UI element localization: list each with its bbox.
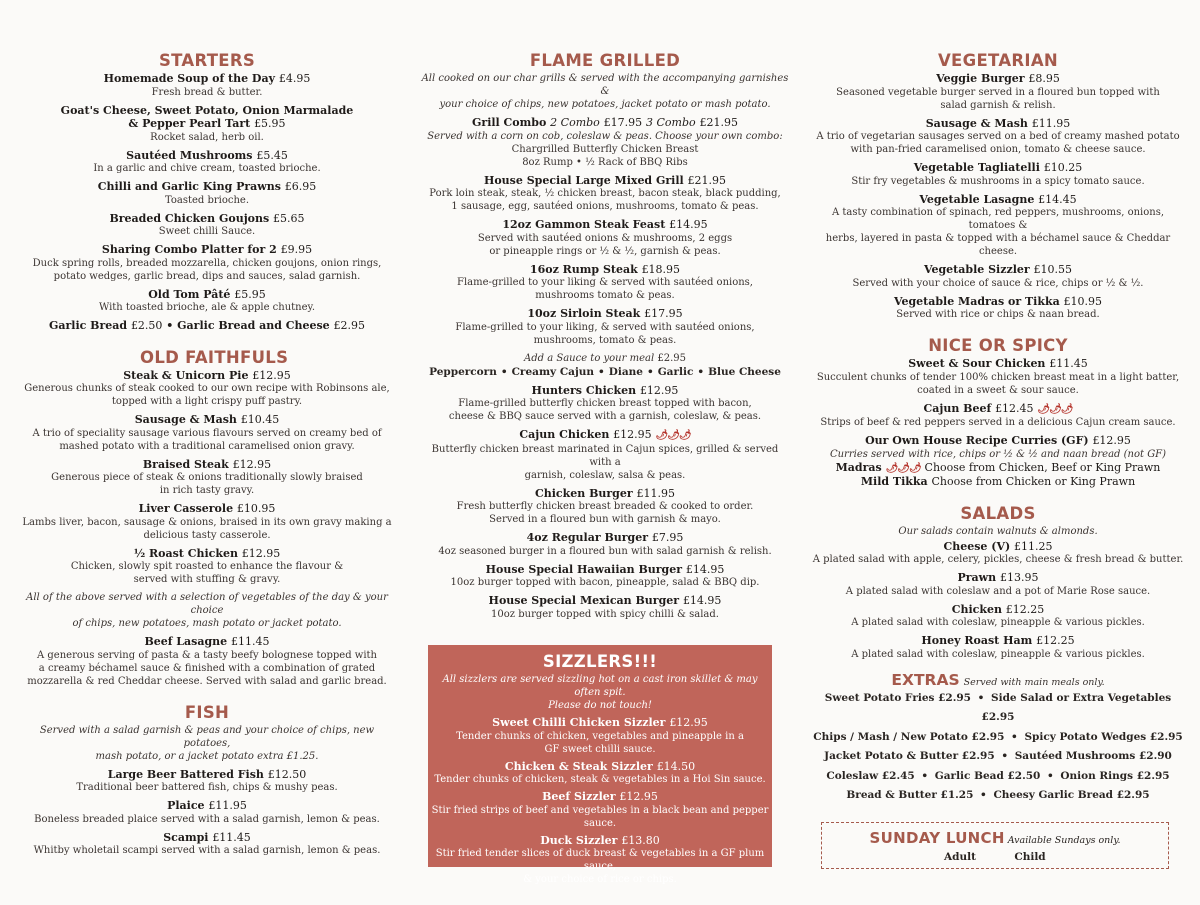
- item-name: Garlic Bread and Cheese: [177, 319, 330, 332]
- sizzlers-intro: [428, 673, 772, 712]
- item-desc: Flame-grilled butterfly chicken breast topped with bacon,: [458, 398, 752, 409]
- item-name: Sautéed Mushrooms: [126, 148, 253, 162]
- item-price: £10.45: [240, 413, 280, 426]
- item-name: Duck Sizzler: [540, 833, 618, 847]
- intro-line: your choice of chips, new potatoes, jacket potato or mash potato.: [439, 99, 771, 110]
- sauce-option: Blue Cheese: [708, 365, 781, 378]
- menu-item: [428, 834, 772, 887]
- item-desc: mozzarella & red Cheddar cheese. Served with salad and garlic bread.: [27, 675, 387, 687]
- menu-item: [420, 531, 790, 558]
- extras-sub: Served with main meals only.: [963, 676, 1105, 688]
- item-desc: Stir fried tender slices of duck breast & vegetables in a GF plum sauce,: [435, 848, 765, 872]
- item-desc: 10oz burger topped with bacon, pineapple, salad & BBQ dip.: [450, 577, 760, 588]
- child-label: Child: [1014, 851, 1046, 863]
- item-price: £12.25: [1036, 634, 1075, 647]
- item-name: Our Own House Recipe Curries (GF): [865, 434, 1089, 447]
- item-name: Scampi: [163, 830, 209, 844]
- item-desc: delicious tasty casserole.: [143, 529, 271, 541]
- item-price: £14.50: [656, 759, 696, 773]
- item-price: £10.95: [236, 502, 276, 515]
- item-price: £18.95: [641, 262, 681, 276]
- item-desc: Served with your choice of sauce & rice, chips or ½ & ½.: [852, 277, 1144, 289]
- item-desc: Strips of beef & red peppers served in a delicious Cajun cream sauce.: [820, 417, 1176, 428]
- item-name: Goat's Cheese, Sweet Potato, Onion Marmalade: [60, 103, 354, 117]
- menu-item: [420, 428, 790, 482]
- menu-item: [420, 563, 790, 590]
- old-faithfuls-list: [22, 369, 392, 688]
- extra-price: £2.95: [981, 711, 1015, 723]
- menu-item: [22, 547, 392, 587]
- item-desc: Stir fry vegetables & mushrooms in a spicy tomato sauce.: [851, 175, 1145, 187]
- old-faithfuls-note: [22, 591, 392, 630]
- extras-block: [812, 671, 1184, 806]
- sauce-option: Peppercorn: [429, 365, 497, 378]
- item-name: Large Beer Battered Fish: [107, 767, 264, 781]
- bullet-separator: •: [166, 319, 174, 332]
- item-price: £11.95: [208, 799, 247, 812]
- item-price: £14.95: [685, 562, 725, 576]
- item-desc: Served with sautéed onions & mushrooms, 2 eggs: [477, 232, 733, 244]
- grill-combo: [420, 116, 790, 169]
- flame-grilled-heading: FLAME GRILLED: [529, 51, 681, 70]
- item-name: Vegetable Madras or Tikka: [893, 294, 1060, 308]
- item-desc: A generous serving of pasta & a tasty beefy bolognese topped with: [36, 649, 377, 661]
- item-name: House Special Large Mixed Grill: [483, 173, 684, 187]
- item-name: Plaice: [167, 799, 205, 812]
- menu-item: [22, 458, 392, 498]
- item-name: House Special Mexican Burger: [488, 594, 680, 607]
- item-name: Steak & Unicorn Pie: [123, 368, 249, 382]
- extra-name: Spicy Potato Wedges: [1024, 730, 1147, 743]
- sunday-lunch-sub: Available Sundays only.: [1007, 835, 1121, 846]
- item-desc: & your choice of rice or chips.: [523, 874, 677, 885]
- flame-grilled-list: [420, 174, 790, 347]
- menu-item: [812, 540, 1184, 567]
- extra-name: Garlic Bead: [934, 769, 1004, 782]
- item-name: Sausage & Mash: [134, 413, 237, 426]
- item-name: Vegetable Tagliatelli: [913, 161, 1040, 174]
- item-price: £12.95: [613, 428, 652, 441]
- item-price: £12.95: [619, 790, 658, 803]
- item-desc: Pork loin steak, steak, ½ chicken breast, bacon steak, black pudding,: [429, 188, 781, 199]
- extra-name: Cheesy Garlic Bread: [993, 789, 1114, 801]
- item-desc: Boneless breaded plaice served with a salad garnish, lemon & peas.: [34, 813, 380, 825]
- item-desc: 8oz Rump • ½ Rack of BBQ Ribs: [522, 156, 688, 168]
- extra-price: £2.95: [971, 730, 1005, 743]
- menu-item: [22, 243, 392, 283]
- column-middle: [420, 50, 790, 621]
- curries-note: Curries served with rice, chips or ½ & ½ and naan bread (not GF): [829, 448, 1167, 460]
- item-desc: Choose from Chicken or King Prawn: [931, 475, 1136, 488]
- garlic-bread-line: [22, 319, 392, 333]
- column-right: [812, 50, 1184, 806]
- item-desc: A tasty combination of spinach, red peppers, mushrooms, onions, tomatoes &: [831, 207, 1165, 231]
- chilli-icon: 🌶🌶🌶: [655, 430, 691, 441]
- item-price: £11.45: [231, 635, 270, 648]
- item-name: 16oz Rump Steak: [529, 262, 638, 276]
- extra-name: Sweet Potato Fries: [824, 691, 935, 704]
- menu-item: [420, 218, 790, 258]
- item-desc: Chargrilled Butterfly Chicken Breast: [511, 143, 699, 155]
- item-name: Beef Lasagne: [144, 635, 228, 648]
- item-price: £4.95: [278, 72, 311, 85]
- item-desc: Fresh butterfly chicken breast breaded & cooked to order.: [456, 501, 754, 512]
- item-name: Hunters Chicken: [531, 383, 637, 397]
- item-name: Vegetable Lasagne: [919, 192, 1035, 206]
- intro-line: All cooked on our char grills & served with the accompanying garnishes &: [421, 73, 789, 97]
- chilli-icon: 🌶🌶🌶: [1037, 403, 1073, 415]
- item-name: Breaded Chicken Goujons: [109, 211, 270, 225]
- extra-name: Sautéed Mushrooms: [1014, 750, 1136, 762]
- menu-item: [812, 357, 1184, 397]
- item-name: Sausage & Mash: [925, 116, 1028, 130]
- note-line: All of the above served with a selection of vegetables of the day & your choice: [26, 592, 388, 616]
- item-price: £12.95: [639, 383, 679, 397]
- item-desc: Served in a floured bun with garnish & mayo.: [489, 514, 721, 525]
- menu-item: [428, 716, 772, 756]
- item-desc: 1 sausage, egg, sautéed onions, mushrooms, tomato & peas.: [451, 201, 759, 212]
- item-desc: Flame-grilled to your liking, & served with sautéed onions,: [455, 321, 755, 333]
- flame-grilled-list-2: [420, 384, 790, 621]
- item-desc: garnish, coleslaw, salsa & peas.: [524, 469, 686, 481]
- item-price: £12.25: [1005, 602, 1045, 616]
- item-desc: Toasted brioche.: [164, 194, 250, 206]
- sauce-option: Diane: [608, 365, 643, 378]
- item-name: Cajun Beef: [923, 401, 992, 415]
- curries-block: [812, 434, 1184, 489]
- menu-item: [420, 594, 790, 621]
- item-price: £17.95: [603, 116, 643, 129]
- item-desc: mashed potato with a traditional caramelised onion gravy.: [59, 440, 355, 452]
- item-desc: salad garnish & relish.: [940, 99, 1056, 111]
- menu-item: [22, 831, 392, 858]
- item-desc: a creamy béchamel sauce & finished with a combination of grated: [38, 662, 376, 674]
- item-price: £10.25: [1043, 161, 1083, 174]
- combo-option: 2 Combo: [550, 116, 600, 129]
- combo-note: Served with a corn on cob, coleslaw & peas. Choose your own combo:: [427, 130, 783, 142]
- extra-name: Bread & Butter: [846, 789, 937, 801]
- item-desc: herbs, layered in pasta & topped with a béchamel sauce & Cheddar cheese.: [825, 233, 1171, 257]
- item-name: Sharing Combo Platter for 2: [101, 243, 277, 256]
- item-price: £2.50: [130, 319, 163, 332]
- salads-intro: Our salads contain walnuts & almonds.: [898, 525, 1098, 537]
- item-name: Madras: [835, 460, 882, 474]
- column-left: [22, 50, 392, 857]
- extra-price: £2.95: [1136, 769, 1170, 782]
- item-price: £21.95: [699, 116, 738, 129]
- menu-item: [22, 180, 392, 207]
- item-desc: Tender chunks of chicken, steak & vegetables in a Hoi Sin sauce.: [434, 774, 766, 785]
- menu-item: [22, 768, 392, 795]
- item-desc: In a garlic and chive cream, toasted brioche.: [93, 163, 321, 174]
- item-desc: Duck spring rolls, breaded mozzarella, chicken goujons, onion rings,: [32, 257, 382, 269]
- item-price: £11.25: [1014, 539, 1053, 553]
- item-desc: A trio of vegetarian sausages served on a bed of creamy mashed potato: [816, 131, 1180, 142]
- fish-heading: FISH: [184, 702, 230, 722]
- menu-item: [22, 635, 392, 688]
- adult-label: Adult: [944, 851, 976, 863]
- item-name: Grill Combo: [472, 116, 547, 129]
- item-name: Chicken Burger: [535, 486, 633, 500]
- item-price: £11.45: [212, 830, 251, 844]
- item-desc: Sweet chilli Sauce.: [158, 226, 256, 237]
- item-price: £6.95: [284, 180, 317, 193]
- item-desc: Whitby wholetail scampi served with a salad garnish, lemon & peas.: [33, 845, 381, 856]
- combo-option: 3 Combo: [646, 116, 696, 129]
- item-price: £14.95: [669, 218, 708, 231]
- menu-item: [812, 117, 1184, 157]
- flame-grilled-intro: [420, 72, 790, 111]
- item-price: £10.95: [1063, 294, 1103, 308]
- sunday-lunch-heading: SUNDAY LUNCH: [869, 829, 1005, 847]
- extra-name: Chips / Mash / New Potato: [813, 730, 968, 743]
- menu-item: [22, 212, 392, 239]
- item-name: Braised Steak: [142, 457, 229, 471]
- item-price: £7.95: [651, 531, 684, 544]
- item-name: ½ Roast Chicken: [133, 546, 238, 560]
- item-name: Cheese (V): [943, 539, 1011, 553]
- salads-heading: SALADS: [960, 503, 1036, 523]
- item-desc: coated in a sweet & sour sauce.: [917, 384, 1079, 396]
- vegetarian-heading: VEGETARIAN: [937, 51, 1059, 70]
- item-price: £12.50: [267, 767, 307, 781]
- item-name: 10oz Sirloin Steak: [527, 307, 641, 320]
- sunday-lunch-columns: [822, 851, 1168, 863]
- item-desc: with pan-fried caramelised onion, tomato & cheese sauce.: [850, 144, 1146, 155]
- item-desc: A plated salad with coleslaw, pineapple & various pickles.: [851, 648, 1145, 660]
- menu-item: [812, 193, 1184, 259]
- item-desc: Choose from Chicken, Beef or King Prawn: [924, 460, 1161, 474]
- item-name: House Special Hawaiian Burger: [485, 562, 683, 576]
- extra-name: Side Salad or Extra Vegetables: [991, 691, 1172, 704]
- item-desc: Generous chunks of steak cooked to our own recipe with Robinsons ale,: [24, 383, 390, 394]
- item-desc: 10oz burger topped with spicy chilli & salad.: [491, 608, 719, 620]
- menu-item: [420, 487, 790, 527]
- extra-price: £2.95: [961, 750, 995, 762]
- item-desc: Stir fried strips of beef and vegetables in a black bean and pepper sauce.: [431, 804, 769, 829]
- item-desc: Traditional beer battered fish, chips & mushy peas.: [76, 782, 338, 793]
- item-name: 4oz Regular Burger: [526, 531, 649, 544]
- item-desc: Butterfly chicken breast marinated in Cajun spices, grilled & served with a: [431, 443, 779, 468]
- item-desc: Chicken, slowly spit roasted to enhance the flavour &: [70, 561, 344, 572]
- item-name: Veggie Burger: [936, 72, 1025, 85]
- fish-intro: [22, 724, 392, 763]
- item-name: Homemade Soup of the Day: [103, 72, 275, 85]
- item-name: Liver Casserole: [138, 502, 234, 515]
- item-desc: Served with rice or chips & naan bread.: [896, 309, 1100, 320]
- sauce-option: Creamy Cajun: [511, 365, 595, 378]
- menu-item: [812, 571, 1184, 598]
- nice-or-spicy-heading: NICE OR SPICY: [928, 336, 1068, 355]
- starters-heading: STARTERS: [158, 51, 256, 70]
- item-price: £9.95: [280, 243, 313, 256]
- item-price: £11.95: [1031, 116, 1071, 130]
- item-price: £13.80: [621, 833, 660, 847]
- item-desc: Seasoned vegetable burger served in a floured bun topped with: [836, 86, 1160, 98]
- item-name: Vegetable Sizzler: [923, 263, 1030, 276]
- menu-item: [428, 760, 772, 787]
- fish-list: [22, 768, 392, 858]
- item-price: £2.95: [333, 319, 366, 332]
- item-price: £14.45: [1038, 192, 1077, 206]
- item-price: £12.95: [241, 546, 281, 560]
- extra-name: Onion Rings: [1060, 769, 1134, 782]
- item-price: £17.95: [644, 307, 683, 320]
- item-price: £8.95: [1028, 72, 1060, 85]
- item-desc: A trio of speciality sausage various flavours served on creamy bed of: [32, 427, 382, 439]
- item-price: £12.95: [1092, 434, 1131, 447]
- extra-price: £2.95: [1149, 730, 1183, 743]
- menu-item: [812, 603, 1184, 630]
- item-desc: or pineapple rings or ½ & ½, garnish & peas.: [489, 245, 721, 257]
- menu-item: [812, 402, 1184, 430]
- sizzlers-heading: SIZZLERS!!!: [542, 652, 658, 671]
- item-desc: 4oz seasoned burger in a floured bun with salad garnish & relish.: [438, 545, 772, 557]
- item-desc: served with stuffing & gravy.: [133, 574, 281, 585]
- menu-item: [420, 174, 790, 214]
- chilli-icon: 🌶🌶🌶: [885, 462, 921, 474]
- item-price: £5.95: [254, 117, 286, 130]
- item-desc: With toasted brioche, ale & apple chutney.: [98, 302, 316, 313]
- item-desc: GF sweet chilli sauce.: [544, 743, 656, 755]
- item-name: Chicken & Steak Sizzler: [504, 759, 653, 773]
- item-name: Chicken: [951, 602, 1002, 616]
- item-desc: A plated salad with coleslaw, pineapple & various pickles.: [851, 617, 1145, 628]
- item-price: £12.95: [232, 457, 272, 471]
- extras-line: Chips / Mash / New Potato £2.95 • Spicy Potato Wedges £2.95: [813, 730, 1183, 743]
- extra-price: £2.90: [1138, 750, 1172, 762]
- item-desc: A plated salad with coleslaw and a pot of Marie Rose sauce.: [845, 585, 1151, 597]
- item-price: £12.95: [252, 368, 291, 382]
- intro-line: Served with a salad garnish & peas and your choice of chips, new potatoes,: [39, 724, 375, 749]
- item-price: £14.95: [682, 594, 722, 607]
- item-price: £13.95: [1000, 571, 1039, 584]
- extras-title: EXTRAS: [891, 670, 960, 689]
- item-desc: Flame-grilled to your liking & served with sautéed onions,: [457, 277, 753, 288]
- extra-price: £2.50: [1007, 769, 1041, 782]
- item-name: Beef Sizzler: [542, 790, 616, 803]
- item-price: £11.95: [636, 486, 675, 500]
- item-desc: Generous piece of steak & onions traditionally slowly braised: [51, 472, 363, 483]
- item-desc: Succulent chunks of tender 100% chicken breast meat in a light batter,: [816, 371, 1180, 383]
- item-desc: Rocket salad, herb oil.: [150, 131, 264, 143]
- item-name: Mild Tikka: [860, 475, 928, 488]
- vegetarian-list: [812, 72, 1184, 321]
- menu-item: [22, 799, 392, 826]
- extra-name: Jacket Potato & Butter: [824, 750, 959, 762]
- item-price: £21.95: [687, 173, 727, 187]
- extras-line: Coleslaw £2.45 • Garlic Bead £2.50 • Onion Rings £2.95: [826, 769, 1170, 782]
- extras-line: Bread & Butter £1.25 • Cheesy Garlic Bread £2.95: [846, 789, 1150, 801]
- item-name: Cajun Chicken: [519, 428, 610, 441]
- item-name: Chilli and Garlic King Prawns: [97, 180, 281, 193]
- old-faithfuls-heading: OLD FAITHFULS: [140, 347, 289, 367]
- menu-item: [812, 72, 1184, 112]
- intro-line: mash potato, or a jacket potato extra £1.25.: [95, 750, 319, 762]
- item-price: £5.65: [273, 211, 305, 225]
- menu-item: [22, 502, 392, 542]
- item-name: Sweet Chilli Chicken Sizzler: [492, 716, 666, 729]
- extras-line: Sweet Potato Fries £2.95 • Side Salad or Extra Vegetables £2.95: [824, 691, 1172, 723]
- item-name: Sweet & Sour Chicken: [908, 357, 1046, 370]
- menu-item: [420, 307, 790, 347]
- menu-item: [428, 790, 772, 830]
- menu-item: [812, 295, 1184, 322]
- item-name: Garlic Bread: [48, 319, 128, 332]
- item-desc: in rich tasty gravy.: [159, 485, 255, 496]
- item-price: £12.45: [995, 401, 1034, 415]
- menu-item: [22, 149, 392, 176]
- item-desc: cheese & BBQ sauce served with a garnish, coleslaw, & peas.: [448, 411, 762, 422]
- extra-price: £2.95: [938, 691, 971, 704]
- extra-price: £2.95: [1116, 789, 1150, 801]
- menu-item: [22, 413, 392, 453]
- starters-list: [22, 72, 392, 333]
- note-line: of chips, new potatoes, mash potato or jacket potato.: [72, 618, 342, 629]
- item-desc: Tender chunks of chicken, vegetables and pineapple in a: [456, 730, 744, 742]
- menu-item: [22, 72, 392, 99]
- item-price: £5.95: [234, 287, 266, 301]
- sauce-block: [420, 352, 790, 379]
- item-price: £5.45: [256, 148, 288, 162]
- menu-item: [812, 161, 1184, 188]
- extra-name: Coleslaw: [826, 769, 879, 782]
- item-name: & Pepper Pearl Tart: [128, 117, 251, 130]
- item-name: Honey Roast Ham: [921, 634, 1033, 647]
- extras-heading: [812, 671, 1184, 689]
- item-desc: mushrooms tomato & peas.: [535, 290, 675, 301]
- sizzlers-box: [428, 645, 772, 885]
- item-name: Old Tom Pâté: [148, 287, 231, 301]
- extra-price: £1.25: [940, 789, 974, 801]
- item-price: £11.45: [1049, 357, 1088, 370]
- intro-line: Please do not touch!: [548, 700, 652, 711]
- item-desc: A plated salad with apple, celery, pickles, cheese & fresh bread & butter.: [812, 554, 1184, 565]
- menu-item: [22, 369, 392, 409]
- menu-item: [420, 384, 790, 424]
- item-desc: potato wedges, garlic bread, dips and sauces, salad garnish.: [53, 270, 361, 282]
- menu-item: [420, 263, 790, 303]
- extras-line: Jacket Potato & Butter £2.95 • Sautéed Mushrooms £2.90: [824, 750, 1172, 762]
- sauce-option: Garlic: [657, 365, 694, 378]
- intro-line: All sizzlers are served sizzling hot on a cast iron skillet & may often spit.: [442, 674, 758, 698]
- item-name: 12oz Gammon Steak Feast: [502, 218, 666, 231]
- sunday-lunch-box: [821, 822, 1169, 869]
- item-desc: Lambs liver, bacon, sausage & onions, braised in its own gravy making a: [22, 516, 392, 528]
- sauce-label: Add a Sauce to your meal: [524, 352, 655, 364]
- item-desc: Fresh bread & butter.: [151, 86, 263, 98]
- menu-item: [812, 263, 1184, 290]
- item-desc: mushrooms, tomato & peas.: [533, 334, 677, 346]
- item-name: Prawn: [957, 571, 997, 584]
- menu-item: [22, 288, 392, 315]
- item-desc: topped with a light crispy puff pastry.: [111, 396, 303, 407]
- extra-price: £2.45: [881, 769, 915, 782]
- menu-item: [812, 634, 1184, 661]
- menu-item: [22, 104, 392, 144]
- salads-list: [812, 540, 1184, 661]
- item-price: £2.95: [657, 352, 686, 364]
- sauce-options: Peppercorn • Creamy Cajun • Diane • Garlic • Blue Cheese: [429, 365, 781, 378]
- item-price: £12.95: [669, 716, 708, 729]
- item-price: £10.55: [1033, 263, 1073, 276]
